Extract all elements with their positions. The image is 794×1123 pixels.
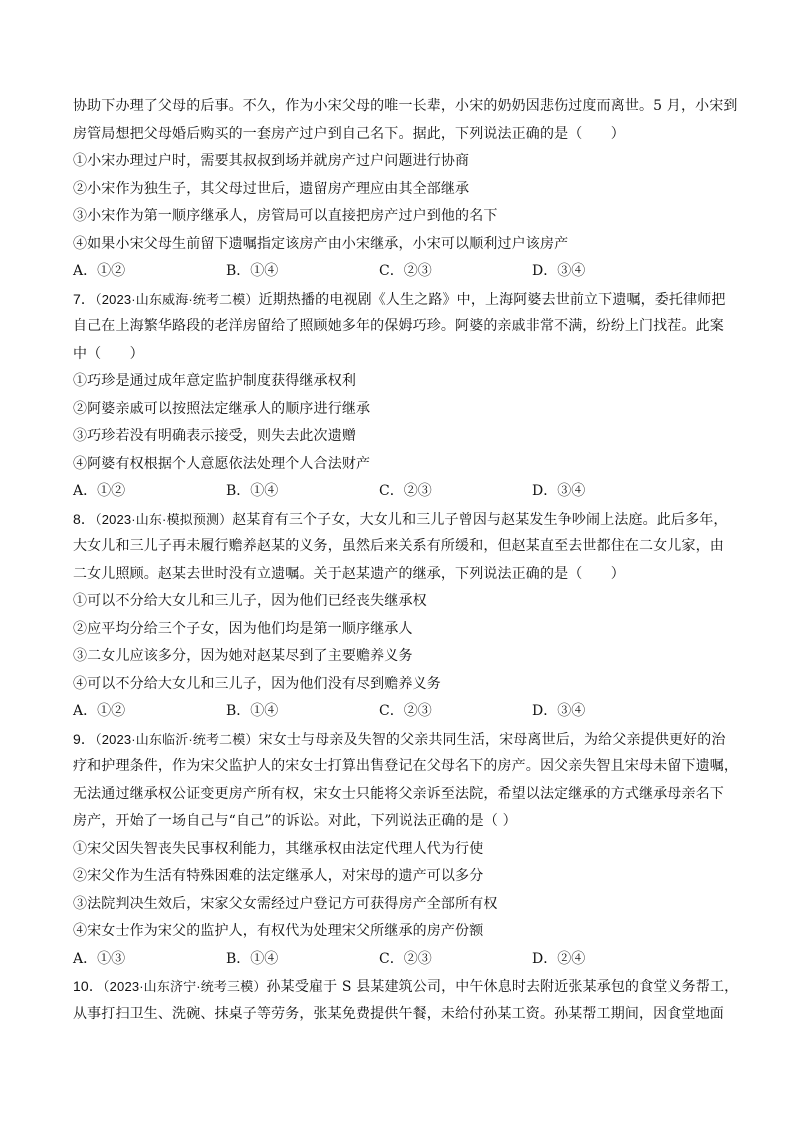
q7-item-4: ④阿婆有权根据个人意愿依法处理个人合法财产 [73, 455, 371, 472]
q7-item-1: ①巧珍是通过成年意定监护制度获得继承权利 [73, 373, 356, 389]
q7-stem-line-2: 自己在上海繁华路段的老洋房留给了照顾她多年的保姆巧珍。阿婆的亲戚非常不满，纷纷上门找茬。此案 [73, 318, 724, 334]
q8-option-a: A．①② [73, 703, 126, 719]
q6-stem-line-2: 房管局想把父母婚后购买的一套房产过户到自己名下。据此，下列说法正确的是（ ） [73, 125, 625, 142]
q8-option-c: C．②③ [379, 703, 432, 719]
q10-stem-line-2: 从事打扫卫生、洗碗、抹桌子等劳务，张某免费提供午餐，未给付孙某工资。孙某帮工期间，因食堂地面 [73, 1005, 724, 1022]
q9-option-a: A．①③ [73, 950, 126, 967]
page-content [73, 93, 739, 1028]
q10-number: 10． [73, 978, 104, 994]
q9-item-3: ③法院判决生效后，宋家父女需经过户登记方可获得房产全部所有权 [73, 895, 498, 912]
q8-stem-first: 赵某育有三个子女，大女儿和三儿子曾因与赵某发生争吵闹上法庭。此后多年， [232, 511, 728, 528]
q10-stem-line-1 [73, 973, 739, 1001]
q7-stem-line-1 [73, 286, 726, 314]
q9-options [73, 946, 723, 974]
q8-option-d: D．③④ [532, 703, 586, 719]
q6-stem-line-1: 协助下办理了父母的后事。不久，作为小宋父母的唯一长辈，小宋的奶奶因悲伤过度而离世。5 月，小宋到 [73, 98, 738, 114]
q10-source: （2023·山东济宁·统考三模） [103, 979, 267, 994]
q9-stem-first: 宋女士与母亲及失智的父亲共同生活，宋母离世后，为给父亲提供更好的治 [258, 731, 726, 748]
q8-item-2: ②应平均分给三个子女，因为他们均是第一顺序继承人 [73, 620, 413, 637]
q8-stem-line-3: 二女儿照顾。赵某去世时没有立遗嘱。关于赵某遗产的继承，下列说法正确的是（ ） [73, 565, 625, 582]
q9-number: 9． [73, 730, 96, 747]
q8-item-1: ①可以不分给大女儿和三儿子，因为他们已经丧失继承权 [73, 593, 427, 609]
q7-source: （2023·山东威海·统考二模） [95, 291, 259, 307]
q6-item-2: ②小宋作为独生子，其父母过世后，遗留房产理应由其全部继承 [73, 180, 470, 197]
q6-option-d: D．③④ [532, 263, 586, 279]
q7-item-3: ③巧珍若没有明确表示接受，则失去此次遗赠 [73, 428, 356, 444]
q7-stem-line-3: 中（ ） [73, 345, 144, 362]
q7-option-a: A．①② [73, 483, 126, 499]
q8-number: 8． [73, 510, 96, 527]
q9-stem-line-3: 无法通过继承权公证变更房产所有权，宋女士只能将父亲诉至法院，希望以法定继承的方式继承母亲名下 [73, 785, 724, 802]
q9-item-1: ①宋父因失智丧失民事权利能力，其继承权由法定代理人代为行使 [73, 840, 484, 857]
q8-options [73, 698, 723, 726]
q9-source: （2023·山东临沂·统考二模） [95, 731, 259, 747]
q8-item-4: ④可以不分给大女儿和三儿子，因为他们没有尽到赡养义务 [73, 675, 441, 692]
q6-item-4: ④如果小宋父母生前留下遗嘱指定该房产由小宋继承，小宋可以顺利过户该房产 [73, 235, 569, 252]
q7-item-2: ②阿婆亲戚可以按照法定继承人的顺序进行继承 [73, 400, 371, 417]
q6-option-c: C．②③ [379, 263, 432, 279]
q7-option-c: C．②③ [379, 483, 432, 499]
q7-number: 7． [73, 290, 96, 307]
q9-option-b: B．①④ [226, 950, 279, 967]
q9-option-c: C．②③ [379, 950, 432, 967]
q8-item-3: ③二女儿应该多分，因为她对赵某尽到了主要赡养义务 [73, 648, 413, 664]
q8-stem-line-1 [73, 506, 728, 534]
q7-stem-first: 近期热播的电视剧《人生之路》中，上海阿婆去世前立下遗嘱，委托律师把 [258, 291, 726, 308]
q9-item-2: ②宋父作为生活有特殊困难的法定继承人，对宋母的遗产可以多分 [73, 868, 484, 884]
q9-stem-line-1 [73, 726, 726, 754]
q6-option-b: B．①④ [226, 263, 279, 279]
q7-option-d: D．③④ [532, 483, 586, 499]
q9-stem-line-4: 房产，开始了一场自己与“自己”的诉讼。对此，下列说法正确的是（ ） [73, 813, 517, 829]
q6-item-1: ①小宋办理过户时，需要其叔叔到场并就房产过户问题进行协商 [73, 153, 470, 169]
q6-option-a: A．①② [73, 263, 126, 279]
q8-source: （2023·山东·模拟预测） [95, 511, 233, 527]
q9-item-4: ④宋女士作为宋父的监护人，有权代为处理宋父所继承的房产份额 [73, 923, 484, 939]
q8-option-b: B．①④ [226, 703, 279, 719]
q9-option-d: D．②④ [532, 950, 586, 967]
q10-stem-first: 孙某受雇于 S 县某建筑公司，中午休息时去附近张某承包的食堂义务帮工， [266, 979, 739, 995]
q6-item-3: ③小宋作为第一顺序继承人，房管局可以直接把房产过户到他的名下 [73, 208, 498, 224]
q7-options [73, 478, 723, 506]
q9-stem-line-2: 疗和护理条件，作为宋父监护人的宋女士打算出售登记在父母名下的房产。因父亲失智且宋母未留下遗嘱， [73, 758, 739, 774]
q7-option-b: B．①④ [226, 483, 279, 499]
q8-stem-line-2: 大女儿和三儿子再未履行赡养赵某的义务，虽然后来关系有所缓和，但赵某直至去世都住在二女儿家，由 [73, 538, 724, 554]
q6-options [73, 258, 723, 286]
